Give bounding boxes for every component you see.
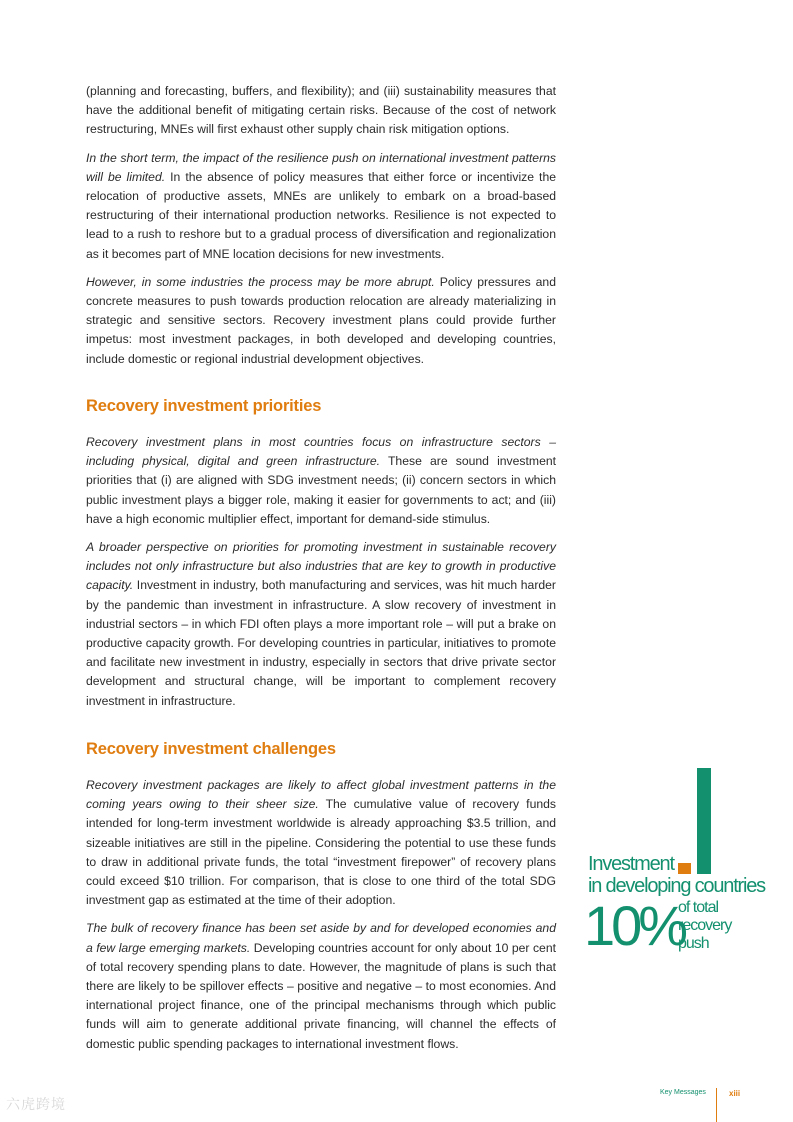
callout-caption-3: push [678, 935, 709, 952]
intro-paragraph-3: However, in some industries the process may be more abrupt. Policy pressures and concrete measures to push towards production relocation are already materializing in strategic and sensitive sectors. Recovery investment plans could provide further impetus: most investment packages, in both developed and developing countries, include domestic or regional industrial development objectives. [86, 274, 556, 366]
challenges-paragraph-1: Recovery investment packages are likely to affect global investment patterns in the coming years owing to their sheer size. The cumulative value of recovery funds intended for long-term investment worldwide is already approaching $3.5 trillion, and sizeable initiatives are still in the pipeline. Considering the potential to use these funds to draw in additional private funds, the total “investment firepower” of recovery plans could exceed $10 trillion. For comparison, that is close to one third of the total SDG investment gap as estimated at the time of their adoption. [86, 778, 556, 908]
callout-stat [584, 894, 685, 957]
callout-big-number: 10% [584, 894, 685, 957]
priorities-paragraph-2: A broader perspective on priorities for promoting investment in sustainable recovery includes not only infrastructure but also industries that are key to growth in productive capacity. Investment in industry, both manufacturing and services, was hit much harder by the pandemic than investment in infrastructure. A slow recovery of investment in industrial sectors – in which FDI often plays a more important role – will put a brake on productive capacity growth. For developing countries in particular, initiatives to promote and facilitate new investment in industry, especially in sectors that drive private sector development and structural change, will be important to complement recovery investment in infrastructure. [86, 540, 556, 708]
intro-paragraph-1: (planning and forecasting, buffers, and flexibility); and (iii) sustainability measures that have the additional benefit of mitigating certain risks. Because of the cost of network restructuring, MNEs will first exhaust other supply chain risk mitigation options. [86, 84, 556, 137]
footer-page-number: xiii [729, 1089, 741, 1098]
challenges-paragraph-1-lead: Recovery investment packages are likely to affect global investment patterns in the coming years owing to their sheer size. [86, 778, 556, 812]
callout-text [588, 853, 765, 897]
priorities-paragraph-1: Recovery investment plans in most countries focus on infrastructure sectors – including physical, digital and green infrastructure. These are sound investment priorities that (i) are aligned with SDG investment needs; (ii) concern sectors in which public investment plays a bigger role, making it easier for governments to act; and (iii) have a high economic multiplier effect, important for demand-side stimulus. [86, 435, 557, 526]
callout-caption-1: of total [678, 899, 719, 916]
callout-line-2: in developing countries [588, 875, 765, 897]
callout-line-1: Investment [588, 853, 674, 875]
watermark-logo: 六虎跨境 [6, 1096, 66, 1112]
challenges-paragraph-2-lead: The bulk of recovery finance has been set aside by and for developed economies and a few large emerging markets. [86, 921, 556, 955]
callout-caption-2: recovery [678, 917, 732, 934]
priorities-paragraph-1-lead: Recovery investment plans in most countries focus on infrastructure sectors – including physical, digital and green infrastructure. [86, 435, 556, 469]
footer-section-label: Key Messages [660, 1089, 706, 1096]
intro-paragraph-2-lead: In the short term, the impact of the resilience push on international investment patterns will be limited. [86, 150, 556, 184]
priorities-block [86, 433, 556, 711]
intro-paragraph-3-lead: However, in some industries the process may be more abrupt. [86, 274, 435, 289]
priorities-paragraph-2-lead: A broader perspective on priorities for promoting investment in sustainable recovery includes not only infrastructure but also industries that are key to growth in productive capacity. [86, 540, 556, 593]
section-heading-priorities: Recovery investment priorities [86, 397, 322, 415]
intro-block [86, 82, 556, 369]
callout-stat-caption [678, 899, 731, 953]
footer-divider [716, 1088, 717, 1122]
challenges-block [86, 776, 556, 1054]
challenges-paragraph-2: The bulk of recovery finance has been set aside by and for developed economies and a few large emerging markets. Developing countries account for only about 10 per cent of total recovery spending plans to date. However, the magnitude of plans is such that there are likely to be spillover effects – positive and negative – to most economies. And international project finance, one of the principal mechanisms through which public funds will aim to generate additional private financing, will channel the effects of domestic public spending packages to international investment flows. [86, 921, 556, 1051]
intro-paragraph-2: In the short term, the impact of the resilience push on international investment patterns will be limited. In the absence of policy measures that either force or incentivize the relocation of productive assets, MNEs are unlikely to embark on a broad-based restructuring of their international production networks. Resilience is not expected to lead to a rush to reshore but to a gradual process of diversification and regionalization as it becomes part of MNE location decisions for new investments. [86, 150, 557, 261]
section-heading-challenges: Recovery investment challenges [86, 740, 336, 758]
